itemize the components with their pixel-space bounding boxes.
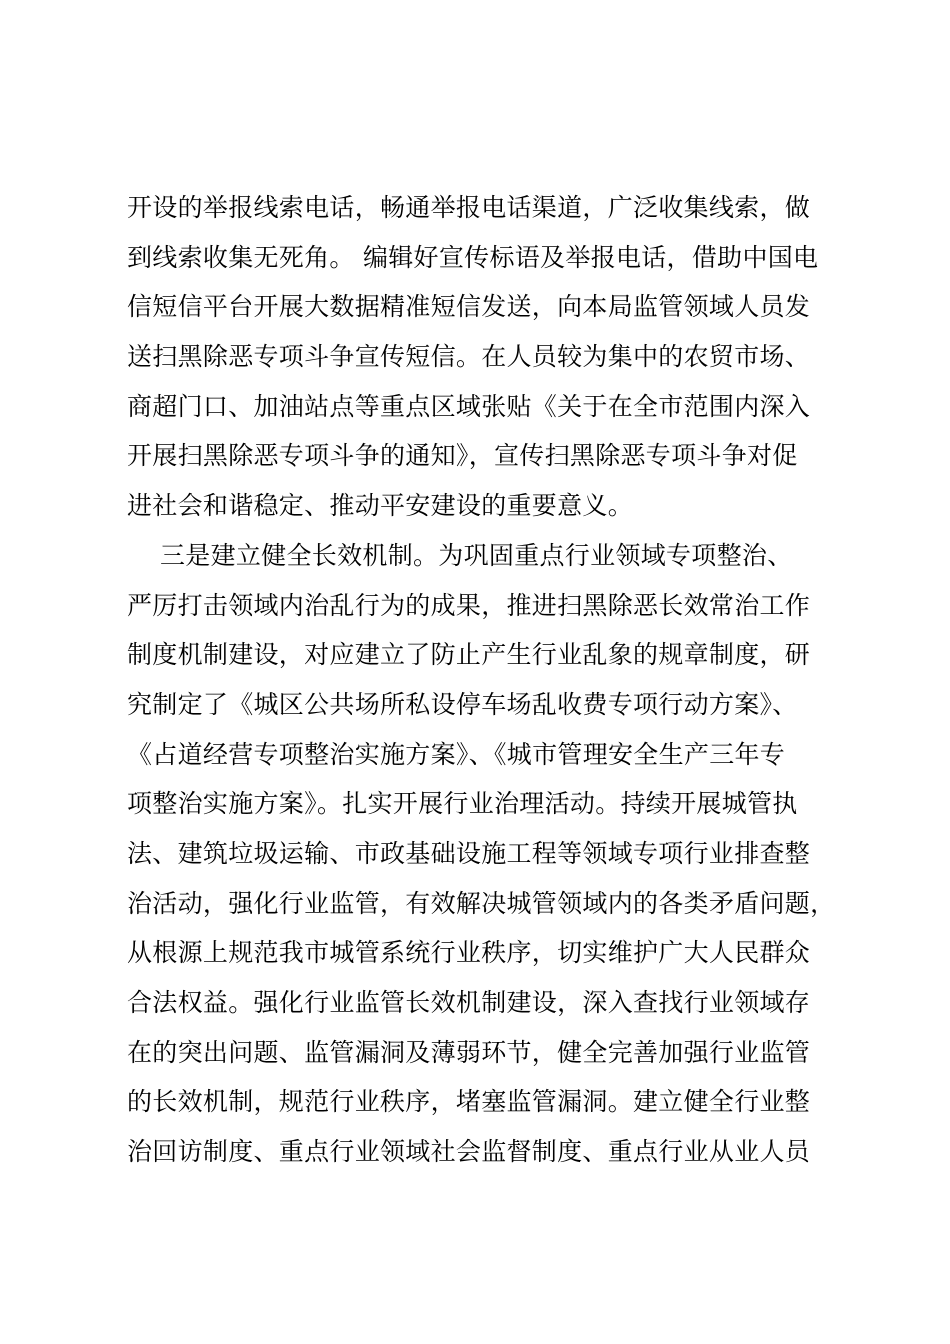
text-line: 法、建筑垃圾运输、市政基础设施工程等领域专项行业排查整 — [127, 838, 811, 868]
text-line: 合法权益。强化行业监管长效机制建设，深入查找行业领域存 — [127, 988, 811, 1017]
text-line: 制度机制建设，对应建立了防止产生行业乱象的规章制度，研 — [127, 640, 811, 670]
text-line: 商超门口、加油站点等重点区域张贴《关于在全市范围内深入 — [127, 391, 811, 421]
text-line: 三是建立健全长效机制。为巩固重点行业领域专项整治、 — [127, 540, 793, 570]
text-line: 《占道经营专项整治实施方案》、《城市管理安全生产三年专 — [127, 739, 786, 769]
text-line: 严厉打击领域内治乱行为的成果，推进扫黑除恶长效常治工作 — [127, 590, 811, 620]
text-line: 进社会和谐稳定、推动平安建设的重要意义。 — [127, 491, 634, 521]
text-line: 项整治实施方案》。扎实开展行业治理活动。持续开展城管执 — [127, 789, 798, 819]
text-line: 开设的举报线索电话，畅通举报电话渠道，广泛收集线索，做 — [127, 193, 811, 222]
text-line: 从根源上规范我市城管系统行业秩序，切实维护广大人民群众 — [127, 938, 811, 968]
text-line: 治活动，强化行业监管，有效解决城管领域内的各类矛盾问题， — [127, 888, 836, 918]
text-line: 治回访制度、重点行业领域社会监督制度、重点行业从业人员 — [127, 1137, 811, 1167]
text-line: 在的突出问题、监管漏洞及薄弱环节，健全完善加强行业监管 — [127, 1037, 811, 1067]
text-line: 到线索收集无死角。 编辑好宣传标语及举报电话，借助中国电 — [127, 242, 819, 272]
text-line: 开展扫黑除恶专项斗争的通知》，宣传扫黑除恶专项斗争对促 — [127, 441, 798, 471]
body-text — [127, 183, 847, 1177]
text-line: 究制定了《城区公共场所私设停车场乱收费专项行动方案》、 — [127, 689, 798, 719]
text-line: 信短信平台开展大数据精准短信发送，向本局监管领域人员发 — [127, 292, 811, 322]
text-line: 送扫黑除恶专项斗争宣传短信。在人员较为集中的农贸市场、 — [127, 342, 811, 372]
text-line: 的长效机制，规范行业秩序，堵塞监管漏洞。建立健全行业整 — [127, 1087, 811, 1117]
